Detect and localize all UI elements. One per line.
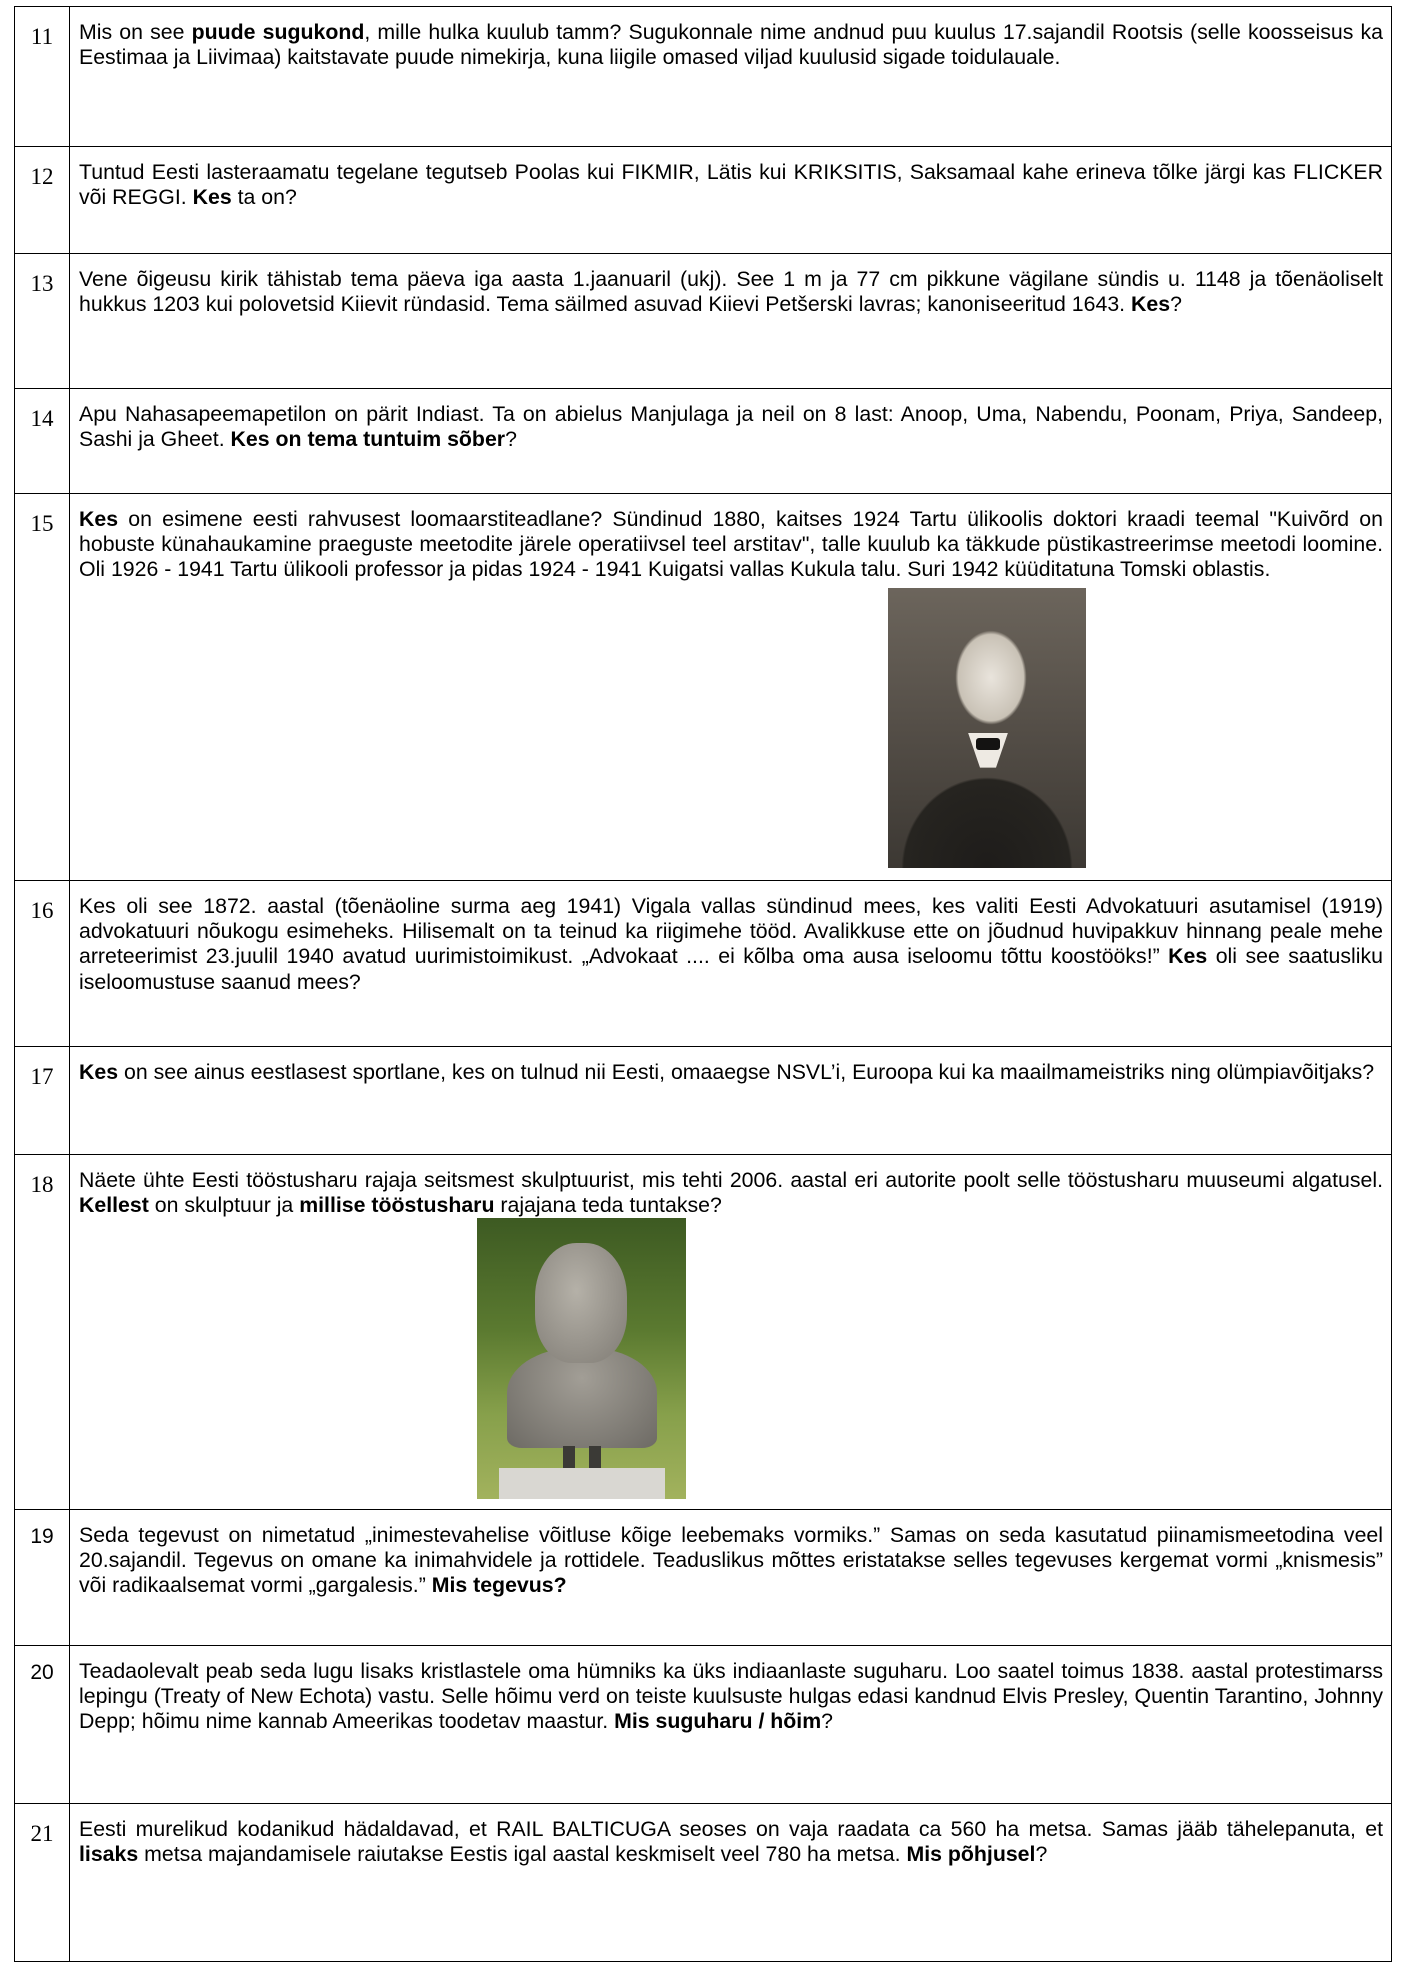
text-segment: ta on?: [231, 185, 297, 210]
bust-head: [535, 1243, 627, 1363]
bold-text-segment: Kes on tema tuntuim sõber: [230, 427, 506, 452]
question-row: [15, 1804, 1392, 1962]
quiz-table: [14, 6, 1392, 1962]
question-text: [70, 1047, 1392, 1155]
question-text: [70, 1155, 1392, 1510]
text-segment: ?: [821, 1709, 834, 1734]
question-number: 16: [15, 881, 70, 1047]
bold-text-segment: lisaks: [79, 1842, 139, 1867]
question-text: [70, 494, 1392, 881]
bold-text-segment: Kellest: [79, 1193, 149, 1218]
text-segment: on skulptuur ja: [148, 1193, 300, 1218]
bust-stand-leg: [589, 1446, 601, 1470]
bold-text-segment: Kes: [79, 507, 119, 531]
bold-text-segment: Kes: [79, 1060, 119, 1084]
question-number: 11: [15, 7, 70, 147]
question-row: [15, 1646, 1392, 1804]
question-row: [15, 494, 1392, 881]
question-text: [70, 881, 1392, 1047]
bold-text-segment: Mis tegevus?: [431, 1573, 567, 1598]
text-segment: Seda tegevust on nimetatud „inimestevahelise võitluse kõige leebemaks vormiks.” Samas on seda kasutatud piinamismeetodina veel 20.sajandil. Tegevus on omane ka inimahvidele ja rottidele. Teaduslikus mõttes eristatakse selles tegevuses kergemat vormi „knismesis” või radikaalsemat vormi „gargalesis.”: [79, 1523, 1383, 1598]
question-row: [15, 389, 1392, 494]
question-text: [70, 254, 1392, 389]
text-segment: rajajana teda tuntakse?: [494, 1193, 722, 1218]
question-number: 13: [15, 254, 70, 389]
bust-photo: [477, 1218, 686, 1499]
question-text: [70, 147, 1392, 254]
question-number: 19: [15, 1510, 70, 1646]
question-row: [15, 147, 1392, 254]
question-number: 21: [15, 1804, 70, 1962]
text-segment: on see ainus eestlasest sportlane, kes on tulnud nii Eesti, omaaegse NSVL’i, Euroopa kui ka maailmameistriks ning olümpiavõitjaks?: [118, 1060, 1375, 1084]
text-segment: , mille hulka kuulub tamm? Sugukonnale nime andnud puu kuulus 17.sajandil Rootsis (selle koosseisus ka Eestimaa ja Liivimaa) kaitstavate puude nimekirja, kuna liigile omased viljad kuulusid sigade toidulauale.: [79, 20, 1383, 70]
question-text: [70, 1804, 1392, 1962]
text-segment: ?: [1035, 1842, 1048, 1867]
bold-text-segment: puude sugukond: [191, 20, 365, 44]
question-number: 17: [15, 1047, 70, 1155]
text-segment: Näete ühte Eesti tööstusharu rajaja seitsmest skulptuurist, mis tehti 2006. aastal eri autorite poolt selle tööstusharu muuseumi algatusel.: [79, 1168, 1383, 1192]
bust-shoulders: [507, 1348, 657, 1448]
question-text: [70, 1510, 1392, 1646]
question-row: [15, 1047, 1392, 1155]
text-segment: ?: [505, 427, 517, 452]
text-segment: Mis on see: [79, 20, 192, 44]
question-row: [15, 1155, 1392, 1510]
portrait-photo: [888, 588, 1086, 868]
bold-text-segment: Kes: [192, 185, 232, 210]
question-number: 18: [15, 1155, 70, 1510]
text-segment: on esimene eesti rahvusest loomaarstiteadlane? Sündinud 1880, kaitses 1924 Tartu ülikoolis doktori kraadi teemal "Kuivõrd on hobuste künahaukamine praeguste meetodite järele operatiivsel teel arstitav", talle kuulub ka täkkude püstikastreerimse meetodi loomine. Oli 1926 - 1941 Tartu ülikooli professor ja pidas 1924 - 1941 Kuigatsi vallas Kukula talu. Suri 1942 küüditatuna Tomski oblastis.: [79, 507, 1383, 582]
question-row: [15, 7, 1392, 147]
bust-stand-leg: [563, 1446, 575, 1470]
text-segment: Apu Nahasapeemapetilon on pärit Indiast. Ta on abielus Manjulaga ja neil on 8 last: Anoop, Uma, Nabendu, Poonam, Priya, Sandeep, Sashi ja Gheet.: [79, 402, 1383, 452]
question-row: [15, 254, 1392, 389]
text-segment: Eesti murelikud kodanikud hädaldavad, et RAIL BALTICUGA seoses on vaja raadata ca 560 ha metsa. Samas jääb tähelepanuta, et: [79, 1817, 1383, 1841]
bold-text-segment: Kes: [1131, 292, 1171, 317]
bust-pedestal: [499, 1468, 665, 1499]
text-segment: metsa majandamisele raiutakse Eestis igal aastal keskmiselt veel 780 ha metsa.: [138, 1842, 907, 1867]
bold-text-segment: Mis põhjusel: [906, 1842, 1036, 1867]
question-number: 12: [15, 147, 70, 254]
text-segment: oli see saatusliku iseloomustuse saanud mees?: [79, 944, 1383, 994]
text-segment: Tuntud Eesti lasteraamatu tegelane tegutseb Poolas kui FIKMIR, Lätis kui KRIKSITIS, Saksamaal kahe erineva tõlke järgi kas FLICKER või REGGI.: [79, 160, 1383, 210]
question-number: 20: [15, 1646, 70, 1804]
question-number: 15: [15, 494, 70, 881]
text-segment: ?: [1170, 292, 1182, 317]
bold-text-segment: Mis suguharu / hõim: [614, 1709, 822, 1734]
question-number: 14: [15, 389, 70, 494]
bold-text-segment: millise tööstusharu: [299, 1193, 495, 1218]
bold-text-segment: Kes: [1168, 944, 1208, 969]
text-segment: Teadaolevalt peab seda lugu lisaks kristlastele oma hümniks ka üks indiaanlaste suguharu. Loo saatel toimus 1838. aastal protestimarss lepingu (Treaty of New Echota) vastu. Selle hõimu verd on teiste kuulsuste hulgas edasi kandnud Elvis Presley, Quentin Tarantino, Johnny Depp; hõimu nime kannab Ameerikas toodetav maastur.: [79, 1659, 1383, 1734]
question-text: [70, 389, 1392, 494]
question-row: [15, 1510, 1392, 1646]
text-segment: Kes oli see 1872. aastal (tõenäoline surma aeg 1941) Vigala vallas sündinud mees, kes valiti Eesti Advokatuuri asutamisel (1919) advokatuuri nõukogu esimeheks. Hilisemalt on ta teinud ka riigimehe tööd. Avalikkuse ette on jõudnud huvipakkuv hinnang peale mehe arreteerimist 23.juulil 1940 avatud uurimistoimikust. „Advokaat .... ei kõlba oma ausa iseloomu tõttu koostööks!”: [79, 894, 1383, 969]
text-segment: Vene õigeusu kirik tähistab tema päeva iga aasta 1.jaanuaril (ukj). See 1 m ja 77 cm pikkune vägilane sündis u. 1148 ja tõenäoliselt hukkus 1203 kui polovetsid Kiievit ründasid. Tema säilmed asuvad Kiievi Petšerski lavras; kanoniseeritud 1643.: [79, 267, 1383, 317]
question-text: [70, 1646, 1392, 1804]
question-text: [70, 7, 1392, 147]
question-row: [15, 881, 1392, 1047]
portrait-bowtie: [976, 738, 1000, 750]
